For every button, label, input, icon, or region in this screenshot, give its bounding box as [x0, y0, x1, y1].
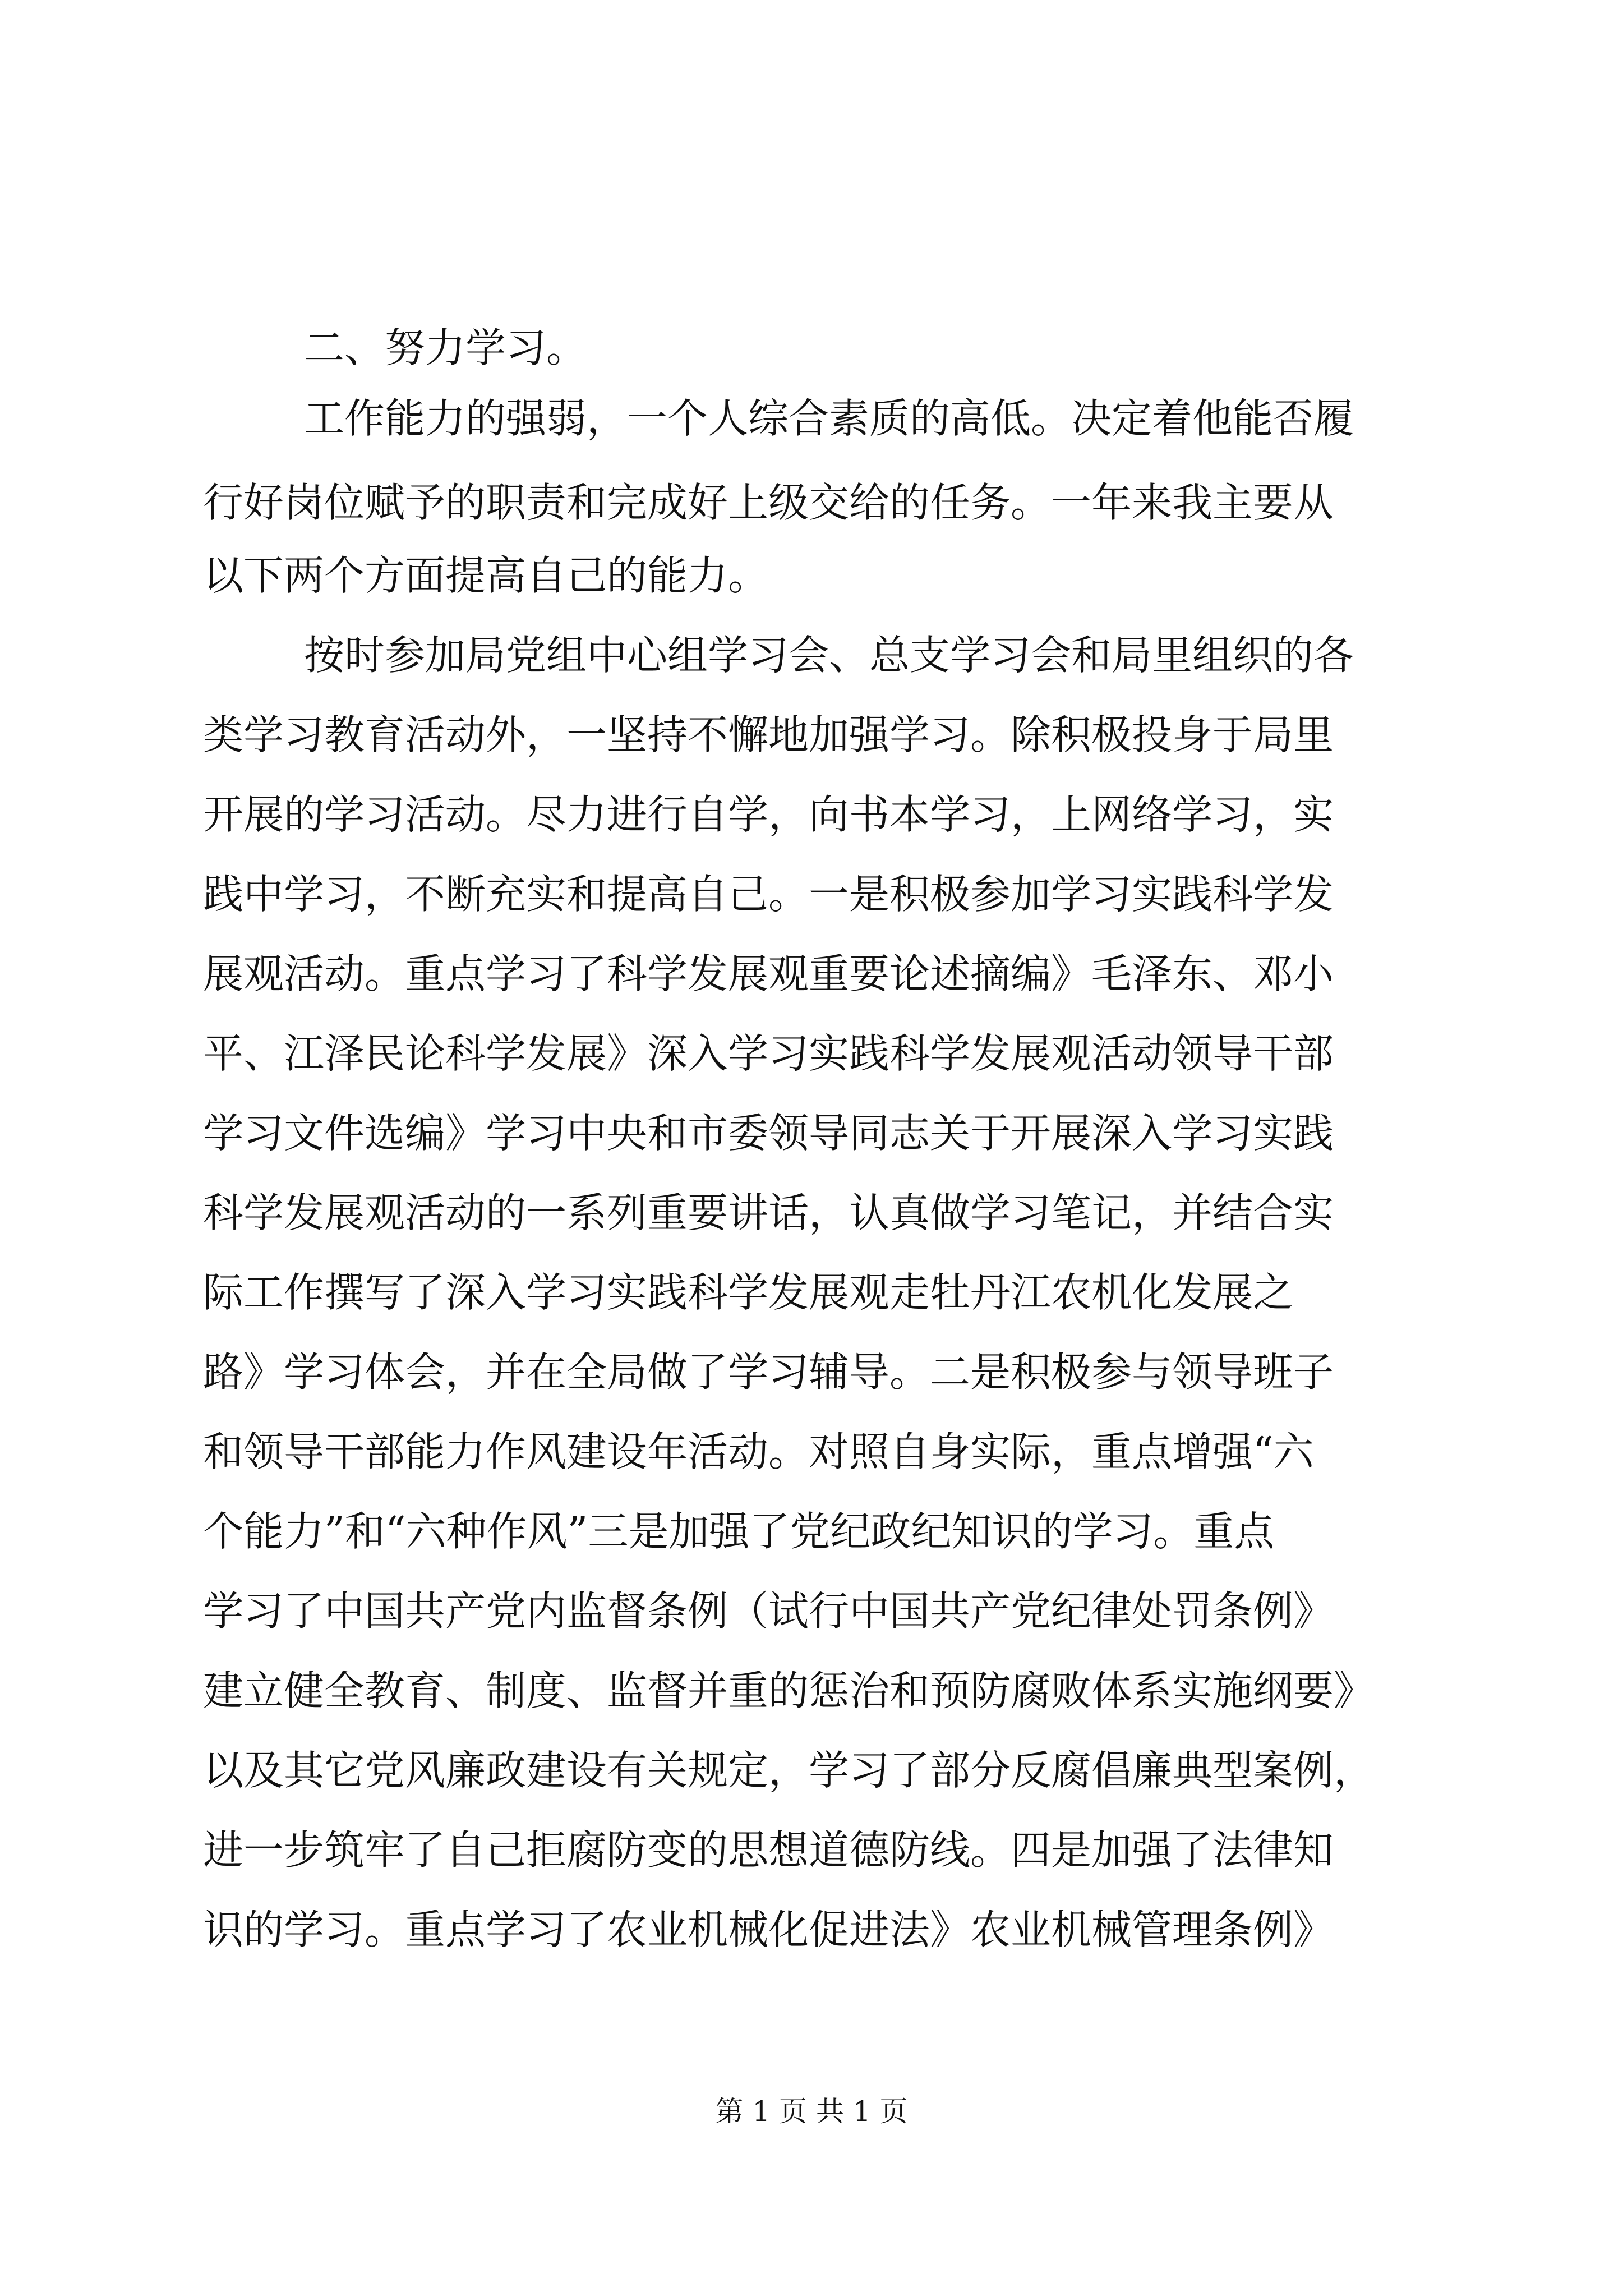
paragraph-line-text: 科学发展观活动的一系列重要讲话，认真做学习笔记，并结合实 — [203, 1189, 1334, 1236]
paragraph-line-text: 进一步筑牢了自己拒腐防变的思想道德防线。四是加强了法律知 — [203, 1826, 1334, 1874]
paragraph-line-text: 识的学习。重点学习了农业机械化促进法》农业机械管理条例》 — [203, 1906, 1334, 1953]
paragraph-line-text: 工作能力的强弱，一个人综合素质的高低。决定着他能否履 — [304, 395, 1354, 442]
paragraph-line-text: 按时参加局党组中心组学习会、总支学习会和局里组织的各 — [304, 632, 1354, 679]
paragraph-line-text: 平、江泽民论科学发展》深入学习实践科学发展观活动领导干部 — [203, 1030, 1334, 1077]
page-footer: 第 1 页 共 1 页 — [715, 2095, 908, 2128]
section-heading-text: 二、努力学习。 — [304, 324, 587, 371]
paragraph-line-text: 展观活动。重点学习了科学发展观重要论述摘编》毛泽东、邓小 — [203, 950, 1334, 997]
paragraph-line-text: 践中学习，不断充实和提高自己。一是积极参加学习实践科学发 — [203, 871, 1334, 918]
paragraph-line-text: 以及其它党风廉政建设有关规定，学习了部分反腐倡廉典型案例， — [203, 1747, 1375, 1794]
paragraph-line-text: 以下两个方面提高自己的能力。 — [203, 552, 769, 599]
paragraph-line-text: 学习了中国共产党内监督条例（试行中国共产党纪律处罚条例》 — [203, 1588, 1334, 1635]
paragraph-line-text: 开展的学习活动。尽力进行自学，向书本学习，上网络学习，实 — [203, 791, 1334, 838]
paragraph-line-text: 路》学习体会，并在全局做了学习辅导。二是积极参与领导班子 — [203, 1349, 1334, 1396]
paragraph-line-text: 际工作撰写了深入学习实践科学发展观走牡丹江农机化发展之 — [203, 1269, 1294, 1316]
paragraph-line-text: 行好岗位赋予的职责和完成好上级交给的任务。一年来我主要从 — [203, 479, 1334, 526]
paragraph-line-text: 个能力”和“六种作风”三是加强了党纪政纪知识的学习。重点 — [203, 1508, 1275, 1555]
paragraph-line-text: 学习文件选编》学习中央和市委领导同志关于开展深入学习实践 — [203, 1110, 1334, 1157]
paragraph-line-text: 建立健全教育、制度、监督并重的惩治和预防腐败体系实施纲要》 — [203, 1667, 1375, 1714]
paragraph-line-text: 类学习教育活动外，一坚持不懈地加强学习。除积极投身于局里 — [203, 711, 1334, 758]
paragraph-line-text: 和领导干部能力作风建设年活动。对照自身实际，重点增强“六 — [203, 1428, 1314, 1475]
